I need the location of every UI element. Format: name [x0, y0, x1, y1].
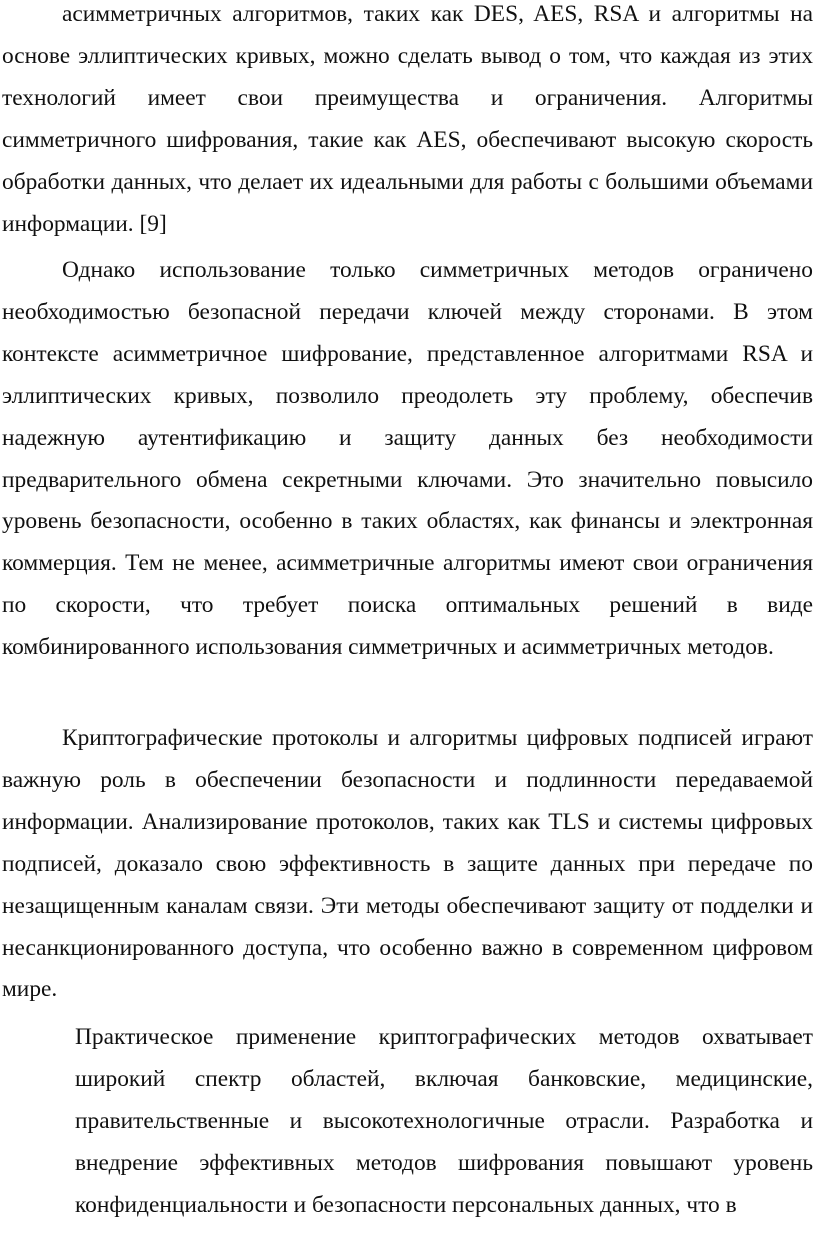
paragraph-protocols-signatures: Криптографические протоколы и алгоритмы цифровых подписей играют важную роль в обеспечении безопасности и подлинности передаваемой информации. Анализирование протоколов, таких как TLS и системы цифровых подписей, доказало свою эффективность в защите данных при передаче по незащищенным каналам связи. Эти методы обеспечивают защиту от подделки и несанкционированного доступа, что особенно важно в современном цифровом мире.	[2, 725, 813, 1003]
paragraph-symmetric-limitations: Однако использование только симметричных методов ограничено необходимостью безопасной передачи ключей между сторонами. В этом контексте асимметричное шифрование, представленное алгоритмами RSA и эллиптических кривых, позволило преодолеть эту проблему, обеспечив надежную аутентификацию и защиту данных без необходимости предварительного обмена секретными ключами. Это значительно повысило уровень безопасности, особенно в таких областях, как финансы и электронная коммерция. Тем не менее, асимметричные алгоритмы имеют свои ограничения по скорости, что требует поиска оптимальных решений в виде комбинированного использования симметричных и асимметричных методов.	[2, 257, 813, 661]
paragraph-practical-application: Практическое применение криптографических методов охватывает широкий спектр областей, включая банковские, медицинские, правительственные и высокотехнологичные отрасли. Разработка и внедрение эффективных методов шифрования повышают уровень конфиденциальности и безопасности персональных данных, что в	[75, 1024, 813, 1218]
paragraph-continuation: асимметричных алгоритмов, таких как DES, AES, RSA и алгоритмы на основе эллиптических кривых, можно сделать вывод о том, что каждая из этих технологий имеет свои преимущества и ограничения. Алгоритмы симметричного шифрования, такие как AES, обеспечивают высокую скорость обработки данных, что делает их идеальными для работы с большими объемами информации. [9]	[2, 1, 813, 237]
